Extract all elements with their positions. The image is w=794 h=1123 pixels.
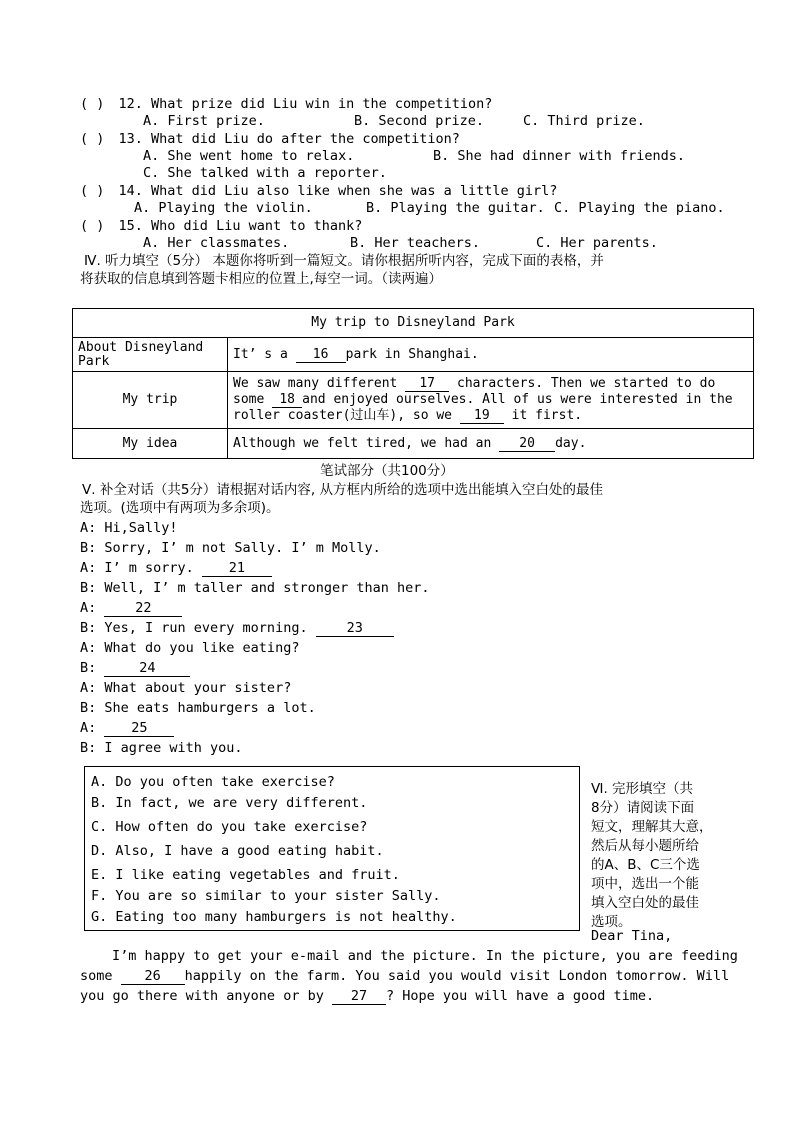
option-f: F. You are so similar to your sister Sally. <box>91 888 441 904</box>
letter-line: I’m happy to get your e-mail and the picture. In the picture, you are feeding <box>112 948 738 964</box>
question-text: 14. What did Liu also like when she was a little girl? <box>118 183 558 199</box>
question-13-options <box>143 148 685 165</box>
question-14-options <box>134 200 725 217</box>
blank-27[interactable]: 27 <box>332 989 386 1005</box>
option-e: E. I like eating vegetables and fruit. <box>91 867 400 883</box>
option: C. Her parents. <box>536 235 658 251</box>
row-label-about: About Disneyland Park <box>73 338 228 372</box>
section-6-heading: Ⅵ. 完形填空（共 <box>591 781 694 797</box>
blank-18[interactable]: 18 <box>272 392 302 408</box>
trip-table <box>72 308 754 459</box>
row-label-idea: My idea <box>73 429 228 459</box>
blank-22[interactable]: 22 <box>104 601 182 617</box>
dialogue-line: A: 22 <box>80 600 182 617</box>
option: A. First prize. <box>143 113 265 129</box>
option: A. Playing the violin. <box>134 200 313 216</box>
option: C. Third prize. <box>523 113 645 129</box>
option-a: A. Do you often take exercise? <box>91 774 335 790</box>
option: B. Her teachers. <box>350 235 481 251</box>
answer-bracket: ( ) <box>80 131 105 147</box>
letter-salutation: Dear Tina, <box>591 928 673 944</box>
row-trip-content: We saw many different 17 characters. Then we started to do some 18 and enjoyed ourselves. All of us were interested in the roller coaster(过山车), so we 19 it first. <box>228 372 754 429</box>
blank-17[interactable]: 17 <box>405 376 449 392</box>
question-13 <box>80 131 460 148</box>
section-4-heading-2: 将获取的信息填到答题卡相应的位置上,每空一词。（读两遍） <box>80 271 443 287</box>
blank-16[interactable]: 16 <box>296 347 346 363</box>
row-about-content: It’ s a 16 park in Shanghai. <box>228 338 754 372</box>
option-g: G. Eating too many hamburgers is not healthy. <box>91 909 457 925</box>
dialogue-line: A: What do you like eating? <box>80 640 300 656</box>
row-label-trip: My trip <box>73 372 228 429</box>
section-6-heading-line: 8分）请阅读下面 <box>591 800 695 816</box>
dialogue-line: B: She eats hamburgers a lot. <box>80 700 316 716</box>
option: B. Playing the guitar. <box>366 200 545 216</box>
row-idea-content: Although we felt tired, we had an 20 day. <box>228 429 754 459</box>
option-b: B. In fact, we are very different. <box>91 795 368 811</box>
question-12 <box>80 96 492 113</box>
dialogue-line: A: 25 <box>80 720 174 737</box>
option: A. Her classmates. <box>143 235 290 251</box>
written-part-heading: 笔试部分（共100分） <box>320 463 454 479</box>
dialogue-line: A: What about your sister? <box>80 680 292 696</box>
dialogue-line: B: Sorry, I’ m not Sally. I’ m Molly. <box>80 540 381 556</box>
option: A. She went home to relax. <box>143 148 355 164</box>
answer-bracket: ( ) <box>80 96 105 112</box>
blank-26[interactable]: 26 <box>121 969 185 985</box>
section-4-heading: Ⅳ. 听力填空（5分） 本题你将听到一篇短文。请你根据所听内容，完成下面的表格，并 <box>84 253 604 269</box>
answer-bracket: ( ) <box>80 183 105 199</box>
option: B. Second prize. <box>354 113 485 129</box>
dialogue-line: B: Yes, I run every morning. 23 <box>80 620 394 637</box>
section-6-heading-line: 项中，选出一个能 <box>591 876 699 892</box>
question-text: 12. What prize did Liu win in the competition? <box>118 96 493 112</box>
dialogue-line: A: I’ m sorry. 21 <box>80 560 272 577</box>
dialogue-line: B: 24 <box>80 660 190 677</box>
question-12-options <box>143 113 645 130</box>
section-6-heading-line: 短文，理解其大意， <box>591 819 713 835</box>
options-box <box>84 766 580 931</box>
section-6-heading-line: 选项。 <box>591 914 632 930</box>
question-text: 13. What did Liu do after the competition? <box>118 131 460 147</box>
option-c: C. How often do you take exercise? <box>91 819 368 835</box>
blank-23[interactable]: 23 <box>316 621 394 637</box>
section-6-heading-line: 的A、B、C三个选 <box>591 857 700 873</box>
option: B. She had dinner with friends. <box>433 148 685 164</box>
table-title: My trip to Disneyland Park <box>73 309 754 338</box>
section-5-heading-2: 选项。(选项中有两项为多余项)。 <box>80 500 280 516</box>
question-14 <box>80 183 557 200</box>
option-d: D. Also, I have a good eating habit. <box>91 843 384 859</box>
question-15-options <box>143 235 658 252</box>
dialogue-line: A: Hi,Sally! <box>80 520 178 536</box>
dialogue-line: B: I agree with you. <box>80 740 243 756</box>
blank-21[interactable]: 21 <box>202 561 272 577</box>
letter-line: some 26 happily on the farm. You said you would visit London tomorrow. Will <box>80 968 730 984</box>
option: C. Playing the piano. <box>554 200 725 216</box>
question-15 <box>80 218 362 235</box>
question-text: 15. Who did Liu want to thank? <box>118 218 363 234</box>
question-13-options-2 <box>143 165 387 182</box>
dialogue-line: B: Well, I’ m taller and stronger than her. <box>80 580 430 596</box>
section-5-heading: Ⅴ. 补全对话（共5分）请根据对话内容, 从方框内所给的选项中选出能填入空白处的最佳 <box>82 482 603 498</box>
blank-24[interactable]: 24 <box>104 661 190 677</box>
blank-20[interactable]: 20 <box>499 436 555 452</box>
blank-19[interactable]: 19 <box>460 408 504 424</box>
section-6-heading-line: 然后从每小题所给 <box>591 838 699 854</box>
blank-25[interactable]: 25 <box>104 721 174 737</box>
letter-line: you go there with anyone or by 27 ? Hope you will have a good time. <box>80 988 655 1004</box>
section-6-heading-line: 填入空白处的最佳 <box>591 895 699 911</box>
answer-bracket: ( ) <box>80 218 105 234</box>
option: C. She talked with a reporter. <box>143 165 387 181</box>
